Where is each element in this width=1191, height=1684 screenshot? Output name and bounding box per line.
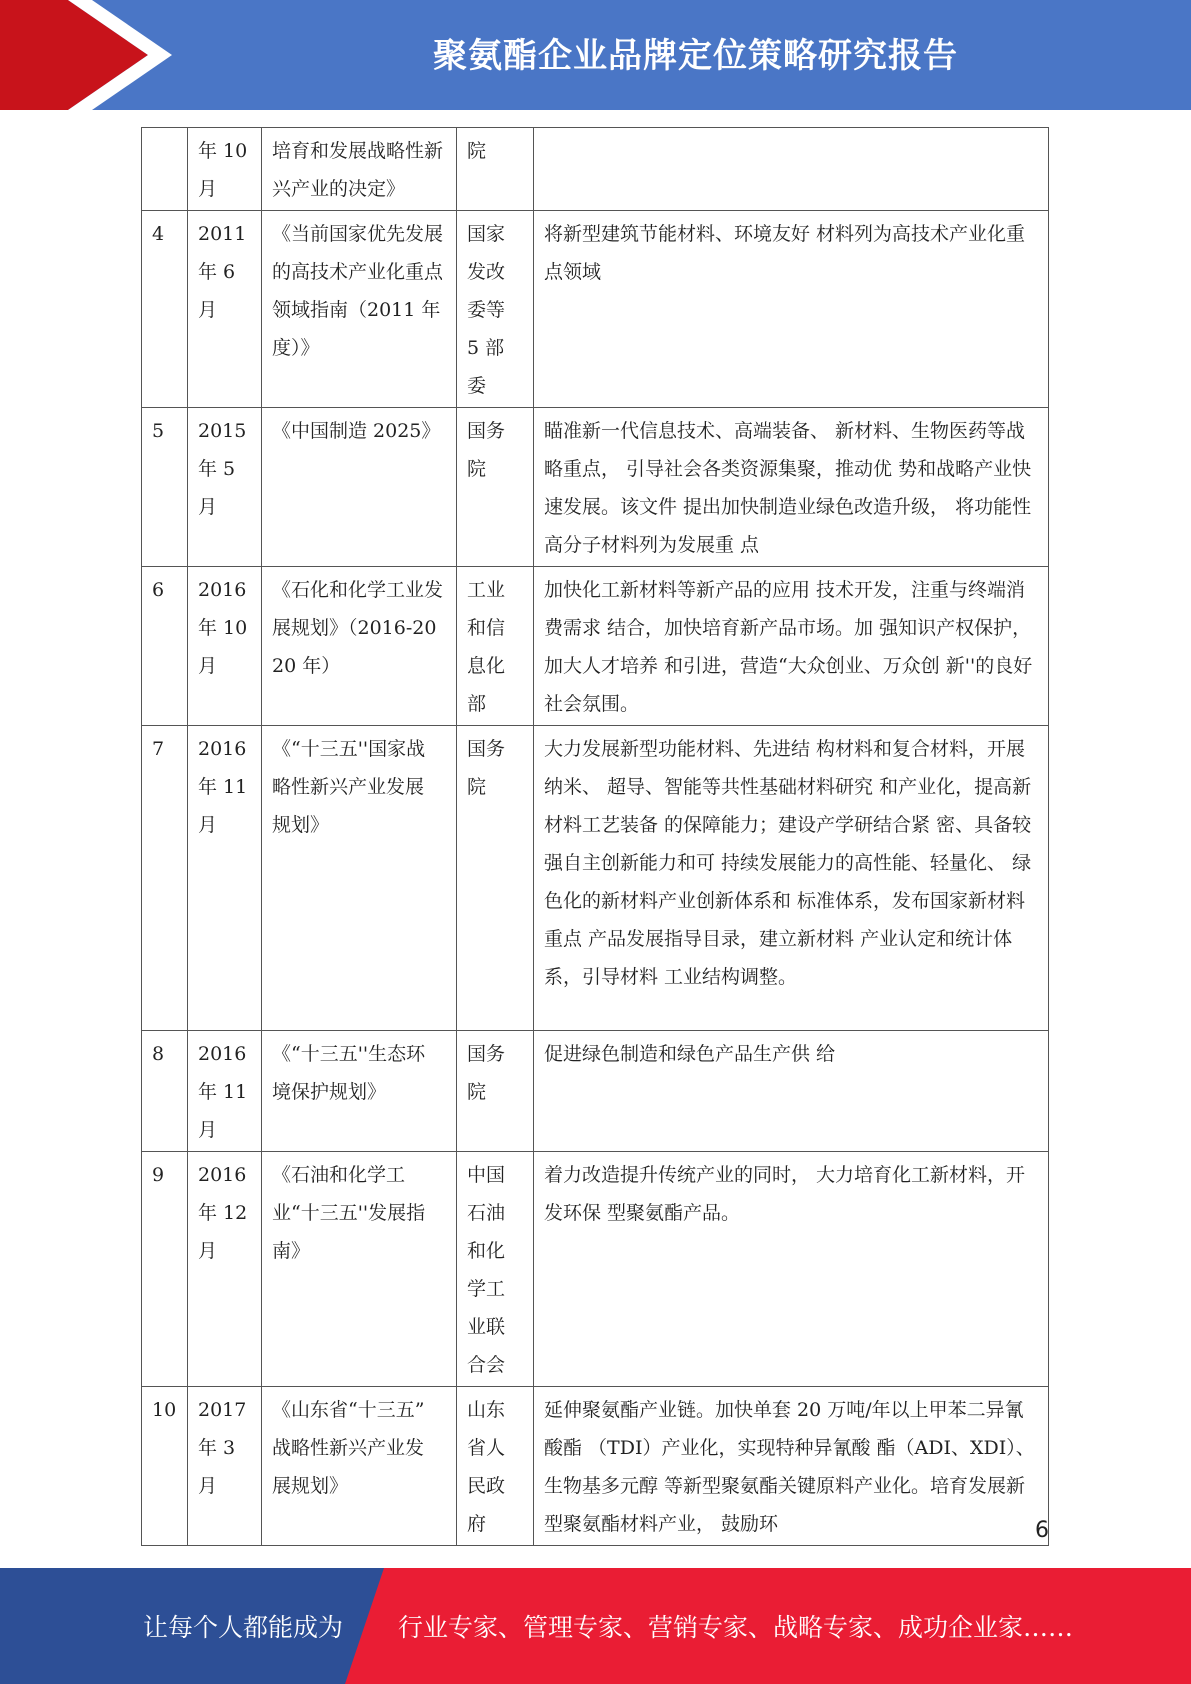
cell-content: 瞄准新一代信息技术、高端装备、 新材料、生物医药等战略重点， 引导社会各类资源集聚，推动优 势和战略产业快速发展。该文件 提出加快制造业绿色改造升级， 将功能性高分子材料列为发展重 点 [534,408,1049,567]
cell-content: 延伸聚氨酯产业链。加快单套 20 万吨/年以上甲苯二异氰酸酯 （TDI）产业化，实现特种异氰酸 酯（ADI、XDI）、生物基多元醇 等新型聚氨酯关键原料产业化。培育发展新型聚氨酯材料产业， 鼓励环 [534,1387,1049,1546]
table-row [142,1387,1049,1546]
cell-no [142,128,188,211]
table-row [142,408,1049,567]
cell-issuer: 国家发改委等 5 部委 [457,211,534,408]
cell-content [534,128,1049,211]
cell-document: 《山东省“十三五” 战略性新兴产业发 展规划》 [262,1387,457,1546]
cell-document: 《“十三五''生态环 境保护规划》 [262,1031,457,1152]
cell-no: 5 [142,408,188,567]
cell-date: 2016 年 10 月 [188,567,262,726]
cell-date: 2016 年 11 月 [188,726,262,1031]
cell-issuer: 国务院 [457,726,534,1031]
cell-date: 2016 年 12 月 [188,1152,262,1387]
table-row [142,726,1049,1031]
policy-table [141,127,1049,1546]
cell-no: 10 [142,1387,188,1546]
cell-no: 6 [142,567,188,726]
cell-content: 将新型建筑节能材料、环境友好 材料列为高技术产业化重点领域 [534,211,1049,408]
cell-document: 《石化和化学工业发展规划》（2016-2020 年） [262,567,457,726]
cell-date: 2017 年 3 月 [188,1387,262,1546]
cell-content: 大力发展新型功能材料、先进结 构材料和复合材料，开展纳米、 超导、智能等共性基础材料研究 和产业化，提高新材料工艺装备 的保障能力；建设产学研结合紧 密、具备较强自主创新能力和可 持续发展能力的高性能、轻量化、 绿色化的新材料产业创新体系和 标准体系，发布国家新材料重点 产品发展指导目录，建立新材料 产业认定和统计体系，引导材料 工业结构调整。 [534,726,1049,1031]
page-footer [0,1568,1191,1684]
cell-document: 《“十三五''国家战 略性新兴产业发展 规划》 [262,726,457,1031]
table-row [142,567,1049,726]
cell-issuer: 中国石油和化学工业联合会 [457,1152,534,1387]
cell-issuer: 国务院 [457,408,534,567]
footer-slogan-left: 让每个人都能成为 [143,1613,344,1642]
cell-no: 9 [142,1152,188,1387]
cell-document: 《中国制造 2025》 [262,408,457,567]
cell-date: 2015 年 5 月 [188,408,262,567]
policy-table-container [141,127,1048,1546]
cell-no: 4 [142,211,188,408]
cell-date: 2011 年 6 月 [188,211,262,408]
cell-document: 培育和发展战略性新兴产业的决定》 [262,128,457,211]
cell-issuer: 山东省人民政府 [457,1387,534,1546]
table-row [142,128,1049,211]
cell-date: 年 10 月 [188,128,262,211]
cell-content: 促进绿色制造和绿色产品生产供 给 [534,1031,1049,1152]
cell-document: 《石油和化学工业“十三五''发展指南》 [262,1152,457,1387]
page-number: 6 [1035,1518,1049,1543]
table-row [142,1152,1049,1387]
cell-no: 7 [142,726,188,1031]
cell-content: 着力改造提升传统产业的同时， 大力培育化工新材料，开发环保 型聚氨酯产品。 [534,1152,1049,1387]
cell-document: 《当前国家优先发展的高技术产业化重点领域指南（2011 年度）》 [262,211,457,408]
table-row [142,211,1049,408]
cell-no: 8 [142,1031,188,1152]
table-row [142,1031,1049,1152]
report-title: 聚氨酯企业品牌定位策略研究报告 [433,36,958,76]
cell-issuer: 院 [457,128,534,211]
page-header [0,0,1191,110]
cell-issuer: 工业和信息化部 [457,567,534,726]
cell-date: 2016 年 11 月 [188,1031,262,1152]
footer-slogan-right: 行业专家、管理专家、营销专家、战略专家、成功企业家…… [398,1613,1074,1642]
cell-issuer: 国务院 [457,1031,534,1152]
cell-content: 加快化工新材料等新产品的应用 技术开发，注重与终端消费需求 结合，加快培育新产品市场。加 强知识产权保护，加大人才培养 和引进，营造“大众创业、万众创 新''的良好社会氛围。 [534,567,1049,726]
